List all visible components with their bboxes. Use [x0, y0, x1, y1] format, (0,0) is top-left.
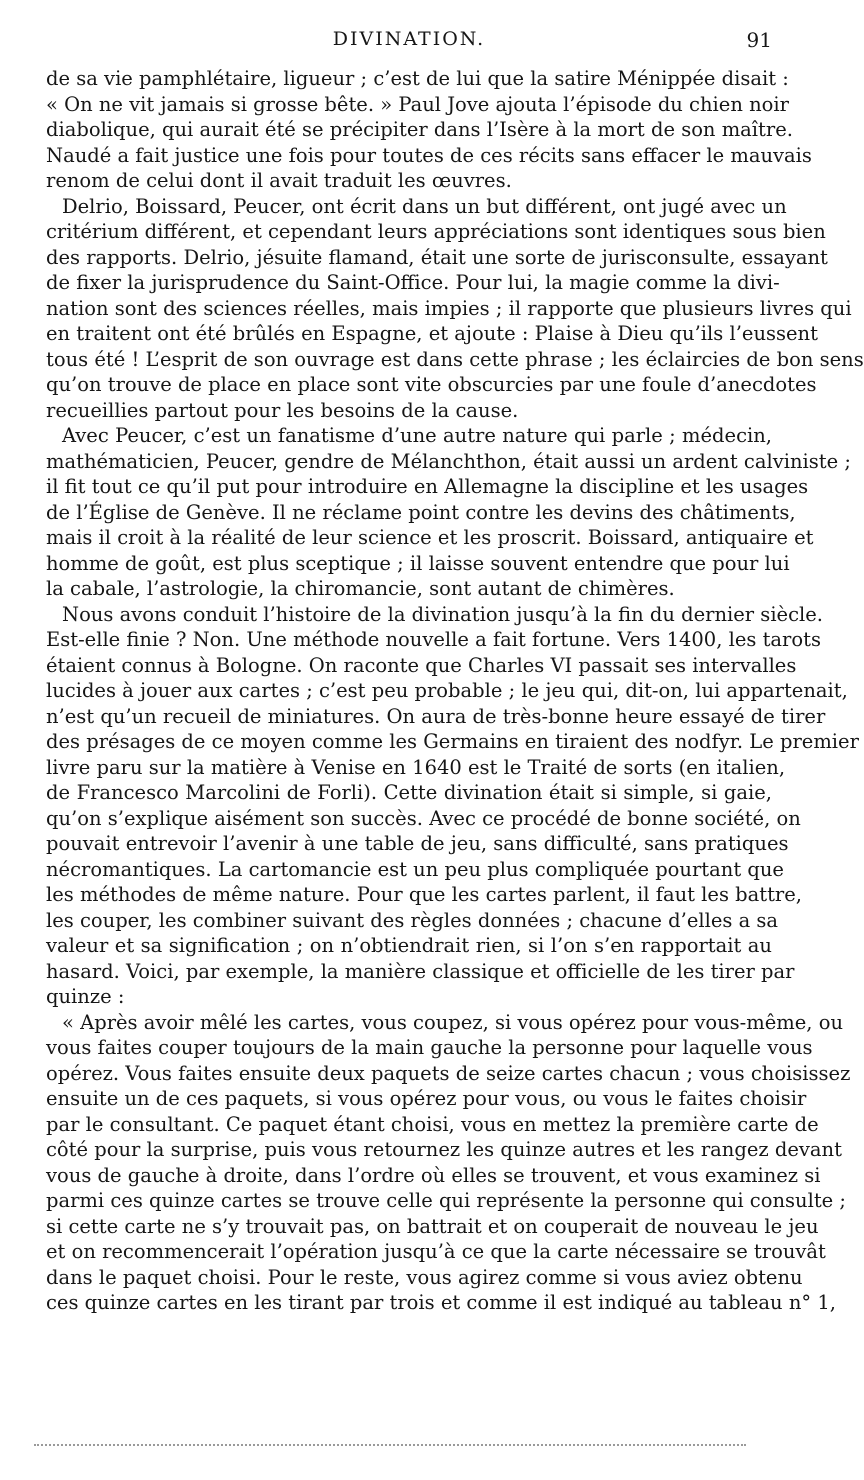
text-line: Nous avons conduit l’histoire de la divination jusqu’à la fin du dernier siècle. — [62, 602, 823, 626]
text-line: de l’Église de Genève. Il ne réclame point contre les devins des châtiments, — [46, 500, 796, 524]
text-line: pouvait entrevoir l’avenir à une table de jeu, sans difficulté, sans pratiques — [46, 832, 789, 855]
text-line: Delrio, Boissard, Peucer, ont écrit dans un but différent, ont jugé avec un — [62, 194, 787, 218]
text-line: les méthodes de même nature. Pour que les cartes parlent, il faut les battre, — [46, 883, 802, 906]
text-line: qu’on s’explique aisément son succès. Avec ce procédé de bonne société, on — [46, 806, 801, 830]
text-line: mais il croit à la réalité de leur science et les proscrit. Boissard, antiquaire et — [46, 526, 814, 549]
text-line: Est-elle finie ? Non. Une méthode nouvelle a fait fortune. Vers 1400, les tarots — [46, 628, 821, 651]
text-line: lucides à jouer aux cartes ; c’est peu probable ; le jeu qui, dit-on, lui appartenait, — [46, 679, 848, 702]
text-line: livre paru sur la matière à Venise en 1640 est le Traité de sorts (en italien, — [46, 755, 786, 779]
text-line: des rapports. Delrio, jésuite flamand, était une sorte de jurisconsulte, essayant — [46, 245, 828, 269]
text-line: vous faites couper toujours de la main gauche la personne pour laquelle vous — [46, 1036, 813, 1059]
text-line: mathématicien, Peucer, gendre de Mélanchthon, était aussi un ardent calviniste ; — [46, 449, 851, 473]
text-line: des présages de ce moyen comme les Germains en tiraient des nodfyr. Le premier — [46, 730, 859, 753]
text-line: en traitent ont été brûlés en Espagne, et ajoute : Plaise à Dieu qu’ils l’eussent — [46, 322, 818, 345]
running-title: DIVINATION. — [332, 28, 486, 50]
page-number: 91 — [746, 28, 772, 52]
text-line: hasard. Voici, par exemple, la manière classique et officielle de les tirer par — [46, 959, 795, 983]
text-line: diabolique, qui aurait été se précipiter dans l’Isère à la mort de son maître. — [46, 118, 793, 141]
text-line: recueillies partout pour les besoins de la cause. — [46, 398, 519, 422]
text-line: et on recommencerait l’opération jusqu’à ce que la carte nécessaire se trouvât — [46, 1240, 826, 1263]
text-line: la cabale, l’astrologie, la chiromancie, sont autant de chimères. — [46, 577, 675, 600]
text-line: Naudé a fait justice une fois pour toutes de ces récits sans effacer le mauvais — [46, 143, 812, 167]
text-line: étaient connus à Bologne. On raconte que Charles VI passait ses intervalles — [46, 653, 797, 677]
text-line: opérez. Vous faites ensuite deux paquets de seize cartes chacun ; vous choisissez — [46, 1061, 851, 1085]
text-line: « On ne vit jamais si grosse bête. » Paul Jove ajouta l’épisode du chien noir — [46, 92, 789, 116]
text-line: Avec Peucer, c’est un fanatisme d’une autre nature qui parle ; médecin, — [62, 424, 772, 447]
text-line: les couper, les combiner suivant des règles données ; chacune d’elles a sa — [46, 908, 779, 932]
text-line: qu’on trouve de place en place sont vite obscurcies par une foule d’anecdotes — [46, 373, 817, 396]
text-line: critérium différent, et cependant leurs appréciations sont identiques sous bien — [46, 220, 826, 243]
text-line: côté pour la surprise, puis vous retournez les quinze autres et les rangez devant — [46, 1138, 842, 1161]
text-line: homme de goût, est plus sceptique ; il laisse souvent entendre que pour lui — [46, 551, 790, 575]
text-line: nécromantiques. La cartomancie est un peu plus compliquée pourtant que — [46, 857, 784, 881]
text-line: de sa vie pamphlétaire, ligueur ; c’est de lui que la satire Ménippée disait : — [46, 67, 789, 90]
text-line: tous été ! L’esprit de son ouvrage est dans cette phrase ; les éclaircies de bon sens — [46, 347, 864, 371]
text-line: par le consultant. Ce paquet étant choisi, vous en mettez la première carte de — [46, 1112, 819, 1136]
text-line: valeur et sa signification ; on n’obtiendrait rien, si l’on s’en rapportait au — [46, 934, 772, 957]
text-line: si cette carte ne s’y trouvait pas, on battrait et on couperait de nouveau le jeu — [46, 1214, 819, 1238]
body-text — [46, 66, 864, 1316]
text-line: quinze : — [46, 985, 125, 1008]
running-head — [46, 24, 772, 54]
text-line: de Francesco Marcolini de Forli). Cette divination était si simple, si gaie, — [46, 781, 772, 804]
text-line: vous de gauche à droite, dans l’ordre où elles se trouvent, et vous examinez si — [46, 1163, 821, 1187]
text-line: n’est qu’un recueil de miniatures. On aura de très-bonne heure essayé de tirer — [46, 704, 826, 728]
text-line: ces quinze cartes en les tirant par trois et comme il est indiqué au tableau n° 1, — [46, 1291, 836, 1314]
text-line: il fit tout ce qu’il put pour introduire en Allemagne la discipline et les usages — [46, 475, 809, 498]
text-line: de fixer la jurisprudence du Saint-Office. Pour lui, la magie comme la divi- — [46, 271, 780, 294]
text-line: parmi ces quinze cartes se trouve celle qui représente la personne qui consulte ; — [46, 1189, 846, 1212]
text-line: renom de celui dont il avait traduit les œuvres. — [46, 169, 512, 192]
text-line: ensuite un de ces paquets, si vous opérez pour vous, ou vous le faites choisir — [46, 1087, 807, 1110]
footer-rule — [34, 1444, 746, 1446]
text-line: « Après avoir mêlé les cartes, vous coupez, si vous opérez pour vous-même, ou — [62, 1010, 843, 1034]
text-line: nation sont des sciences réelles, mais impies ; il rapporte que plusieurs livres qui — [46, 296, 852, 320]
text-line: dans le paquet choisi. Pour le reste, vous agirez comme si vous aviez obtenu — [46, 1265, 803, 1289]
